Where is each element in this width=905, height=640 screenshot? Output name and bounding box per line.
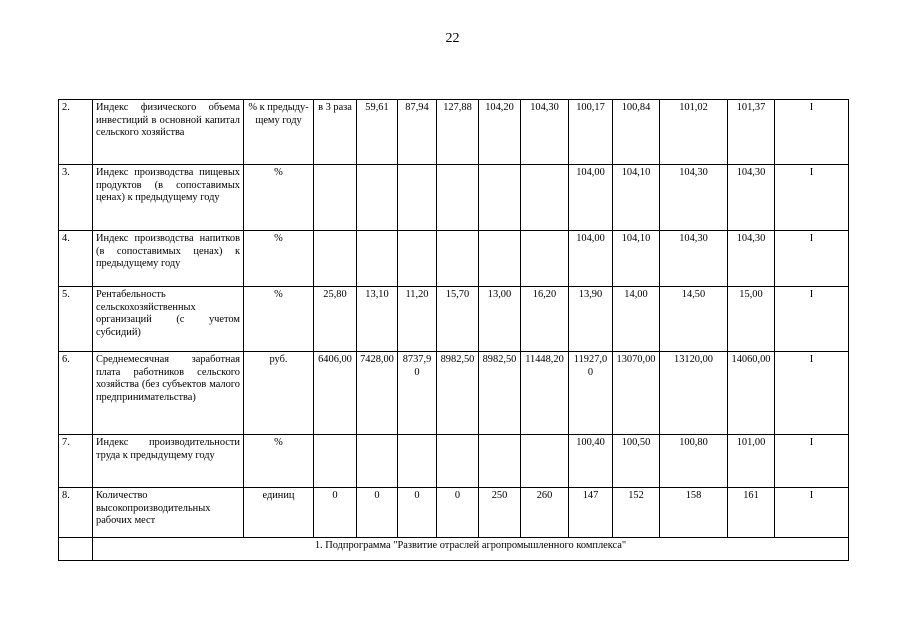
- value-cell: [521, 435, 569, 488]
- value-cell: 25,80: [314, 287, 357, 352]
- row-number-cell: 2.: [59, 100, 93, 165]
- value-cell: 147: [569, 488, 613, 538]
- value-cell: 11448,20: [521, 352, 569, 435]
- table-row: [59, 435, 849, 488]
- value-cell: 14,50: [660, 287, 728, 352]
- value-cell: 127,88: [437, 100, 479, 165]
- value-cell: 101,00: [728, 435, 775, 488]
- value-cell: 6406,00: [314, 352, 357, 435]
- row-number-cell: 6.: [59, 352, 93, 435]
- subprogram-title: 1. Подпрограмма "Развитие отраслей агропромышленного комплекса": [93, 538, 849, 561]
- table-row: [59, 352, 849, 435]
- indicator-name-cell: Индекс производства напитков (в сопоставимых ценах) к предыдущему году: [93, 231, 244, 287]
- program-cell: I: [775, 352, 849, 435]
- value-cell: 11927,00: [569, 352, 613, 435]
- value-cell: [398, 231, 437, 287]
- value-cell: 104,00: [569, 165, 613, 231]
- table-row: [59, 100, 849, 165]
- value-cell: [437, 231, 479, 287]
- value-cell: 100,84: [613, 100, 660, 165]
- value-cell: 104,30: [728, 165, 775, 231]
- value-cell: 100,17: [569, 100, 613, 165]
- value-cell: 13120,00: [660, 352, 728, 435]
- value-cell: 8737,90: [398, 352, 437, 435]
- value-cell: 250: [479, 488, 521, 538]
- value-cell: 7428,00: [357, 352, 398, 435]
- value-cell: 16,20: [521, 287, 569, 352]
- value-cell: в 3 раза: [314, 100, 357, 165]
- value-cell: [357, 231, 398, 287]
- value-cell: 100,80: [660, 435, 728, 488]
- empty-cell: [59, 538, 93, 561]
- indicator-name-cell: Рентабельность сельскохозяйственных организаций (с учетом субсидий): [93, 287, 244, 352]
- indicator-name-cell: Среднемесячная заработная плата работников сельского хозяйства (без субъектов малого предпринимательства): [93, 352, 244, 435]
- value-cell: 13,10: [357, 287, 398, 352]
- value-cell: [314, 435, 357, 488]
- value-cell: 100,50: [613, 435, 660, 488]
- indicator-name-cell: Индекс производства пищевых продуктов (в сопоставимых ценах) к предыдущему году: [93, 165, 244, 231]
- value-cell: 13,00: [479, 287, 521, 352]
- value-cell: [398, 435, 437, 488]
- table-row: [59, 231, 849, 287]
- value-cell: 59,61: [357, 100, 398, 165]
- value-cell: 15,70: [437, 287, 479, 352]
- value-cell: 87,94: [398, 100, 437, 165]
- unit-cell: %: [244, 231, 314, 287]
- value-cell: 101,02: [660, 100, 728, 165]
- indicators-table: [58, 99, 849, 561]
- value-cell: 13,90: [569, 287, 613, 352]
- value-cell: 8982,50: [479, 352, 521, 435]
- row-number-cell: 5.: [59, 287, 93, 352]
- value-cell: 8982,50: [437, 352, 479, 435]
- subprogram-row: [59, 538, 849, 561]
- unit-cell: единиц: [244, 488, 314, 538]
- program-cell: I: [775, 231, 849, 287]
- page-number: 22: [445, 31, 460, 46]
- value-cell: 104,30: [728, 231, 775, 287]
- indicator-name-cell: Индекс производительности труда к предыдущему году: [93, 435, 244, 488]
- program-cell: I: [775, 488, 849, 538]
- value-cell: 104,30: [660, 165, 728, 231]
- row-number-cell: 8.: [59, 488, 93, 538]
- value-cell: [437, 435, 479, 488]
- table-row: [59, 287, 849, 352]
- program-cell: I: [775, 165, 849, 231]
- value-cell: 260: [521, 488, 569, 538]
- value-cell: 101,37: [728, 100, 775, 165]
- value-cell: 0: [398, 488, 437, 538]
- value-cell: 14,00: [613, 287, 660, 352]
- value-cell: [437, 165, 479, 231]
- value-cell: [357, 435, 398, 488]
- row-number-cell: 4.: [59, 231, 93, 287]
- program-cell: I: [775, 435, 849, 488]
- unit-cell: % к предыду-щему году: [244, 100, 314, 165]
- value-cell: 104,10: [613, 231, 660, 287]
- table-row: [59, 165, 849, 231]
- unit-cell: руб.: [244, 352, 314, 435]
- value-cell: 104,00: [569, 231, 613, 287]
- row-number-cell: 3.: [59, 165, 93, 231]
- value-cell: 104,20: [479, 100, 521, 165]
- row-number-cell: 7.: [59, 435, 93, 488]
- value-cell: 14060,00: [728, 352, 775, 435]
- value-cell: [314, 231, 357, 287]
- value-cell: 13070,00: [613, 352, 660, 435]
- program-cell: I: [775, 100, 849, 165]
- value-cell: [398, 165, 437, 231]
- value-cell: 0: [437, 488, 479, 538]
- value-cell: [479, 435, 521, 488]
- unit-cell: %: [244, 435, 314, 488]
- indicator-name-cell: Количество высокопроизводительных рабочих мест: [93, 488, 244, 538]
- value-cell: 0: [357, 488, 398, 538]
- table-row: [59, 488, 849, 538]
- value-cell: 104,10: [613, 165, 660, 231]
- value-cell: [479, 231, 521, 287]
- program-cell: I: [775, 287, 849, 352]
- unit-cell: %: [244, 165, 314, 231]
- value-cell: 104,30: [660, 231, 728, 287]
- value-cell: 152: [613, 488, 660, 538]
- value-cell: 161: [728, 488, 775, 538]
- unit-cell: %: [244, 287, 314, 352]
- value-cell: 104,30: [521, 100, 569, 165]
- value-cell: 158: [660, 488, 728, 538]
- value-cell: 11,20: [398, 287, 437, 352]
- value-cell: 0: [314, 488, 357, 538]
- value-cell: 15,00: [728, 287, 775, 352]
- value-cell: 100,40: [569, 435, 613, 488]
- value-cell: [314, 165, 357, 231]
- value-cell: [357, 165, 398, 231]
- indicator-name-cell: Индекс физического объема инвестиций в основной капитал сельского хозяйства: [93, 100, 244, 165]
- value-cell: [479, 165, 521, 231]
- value-cell: [521, 231, 569, 287]
- value-cell: [521, 165, 569, 231]
